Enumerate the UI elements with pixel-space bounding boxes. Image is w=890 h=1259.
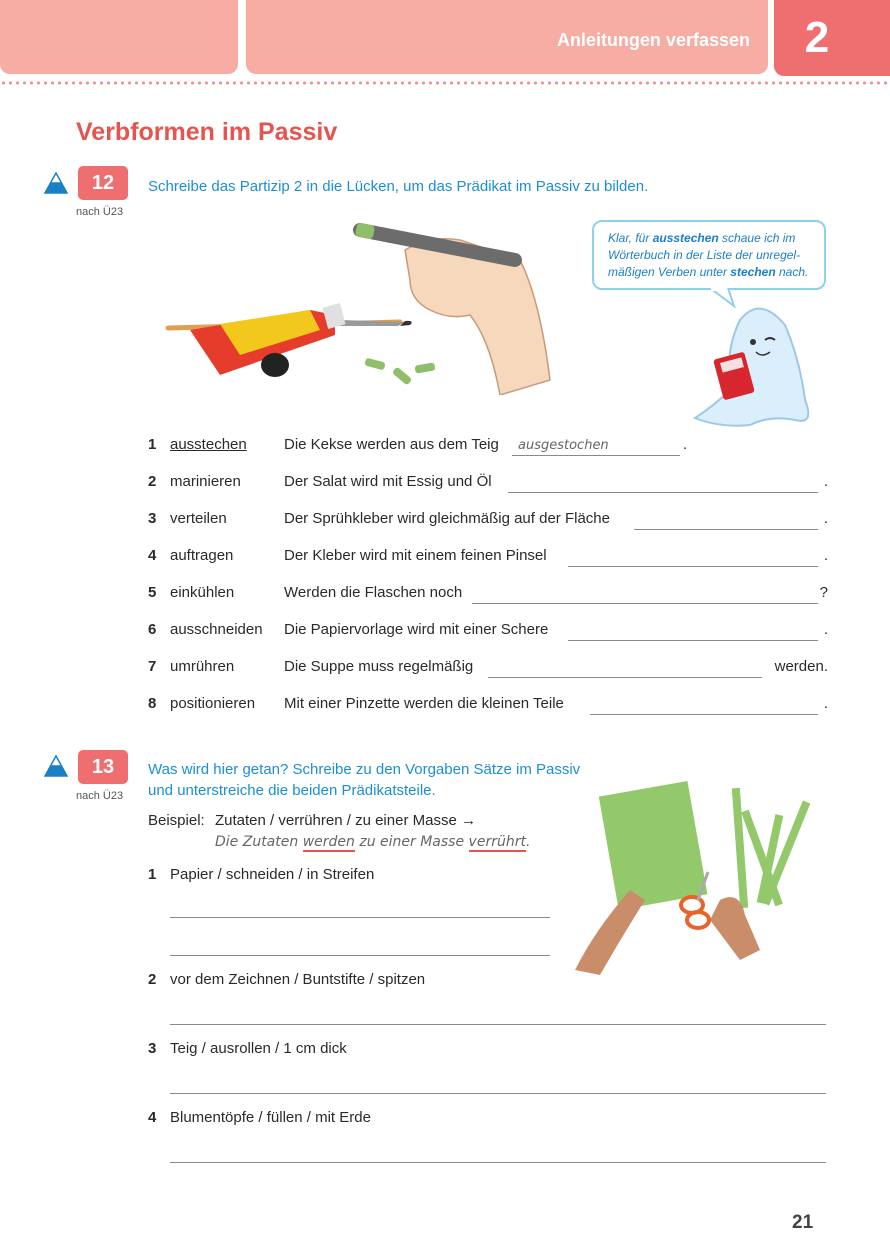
page-number: 21 [792,1212,814,1233]
exercise-13-reference: nach Ü23 [76,790,124,802]
answer-blank[interactable] [472,602,818,604]
answer-blank[interactable] [508,491,818,493]
exercise-13-item-2: 2 vor dem Zeichnen / Buntstifte / spitzen [148,971,426,988]
exercise-12-item-7: 7 umrühren Die Suppe muss regelmäßig werden. [148,658,828,680]
exercise-12-instruction: Schreibe das Partizip 2 in die Lücken, um das Prädikat im Passiv zu bilden. [148,178,649,195]
example-prompt: Zutaten / verrühren / zu einer Masse → [215,812,476,829]
speech-bubble: Klar, für ausstechen schaue ich im Wörterbuch in der Liste der unregel-mäßigen Verben unter stechen nach. [592,220,826,290]
header-tab-left [0,0,238,74]
writing-line[interactable] [170,1024,826,1025]
glue-tube-hand-illustration [160,220,560,395]
answer-blank[interactable] [512,454,680,456]
chapter-number: 2 [774,0,890,76]
answer-blank[interactable] [488,676,762,678]
answer-text: ausgestochen [518,438,609,453]
difficulty-triangle-icon [44,172,68,194]
example-label: Beispiel: [148,812,205,829]
exercise-13-badge: 13 [78,750,128,784]
answer-blank[interactable] [568,639,818,641]
dotted-divider [0,80,890,86]
exercise-12-item-8: 8 positionieren Mit einer Pinzette werden die kleinen Teile . [148,695,828,717]
exercise-12-item-4: 4 auftragen Der Kleber wird mit einem feinen Pinsel . [148,547,828,569]
ghost-mascot-illustration [690,300,825,430]
exercise-12-item-2: 2 marinieren Der Salat wird mit Essig und Öl . [148,473,828,495]
exercise-13-item-4: 4 Blumentöpfe / füllen / mit Erde [148,1109,371,1126]
exercise-12-reference: nach Ü23 [76,206,124,218]
writing-line[interactable] [170,917,550,918]
example-answer: Die Zutaten werden zu einer Masse verrührt. [215,834,531,850]
exercise-12-item-3: 3 verteilen Der Sprühkleber wird gleichmäßig auf der Fläche . [148,510,828,532]
writing-line[interactable] [170,1162,826,1163]
exercise-12-badge: 12 [78,166,128,200]
section-title: Verbformen im Passiv [76,118,338,146]
exercise-13-instruction: Was wird hier getan? Schreibe zu den Vorgaben Sätze im Passiv und unterstreiche die beiden Prädikatsteile. [148,761,581,799]
exercise-12-item-6: 6 ausschneiden Die Papiervorlage wird mit einer Schere . [148,621,828,643]
difficulty-triangle-icon [44,755,68,777]
answer-blank[interactable] [634,528,818,530]
exercise-13-item-1: 1 Papier / schneiden / in Streifen [148,866,375,883]
exercise-13-item-3: 3 Teig / ausrollen / 1 cm dick [148,1040,347,1057]
chapter-title: Anleitungen verfassen [556,30,750,50]
answer-blank[interactable] [590,713,818,715]
answer-blank[interactable] [568,565,818,567]
writing-line[interactable] [170,1093,826,1094]
writing-line[interactable] [170,955,550,956]
exercise-12-item-1: 1 ausstechen Die Kekse werden aus dem Teig ausgestochen . [148,436,828,458]
exercise-12-item-5: 5 einkühlen Werden die Flaschen noch ? [148,584,828,606]
